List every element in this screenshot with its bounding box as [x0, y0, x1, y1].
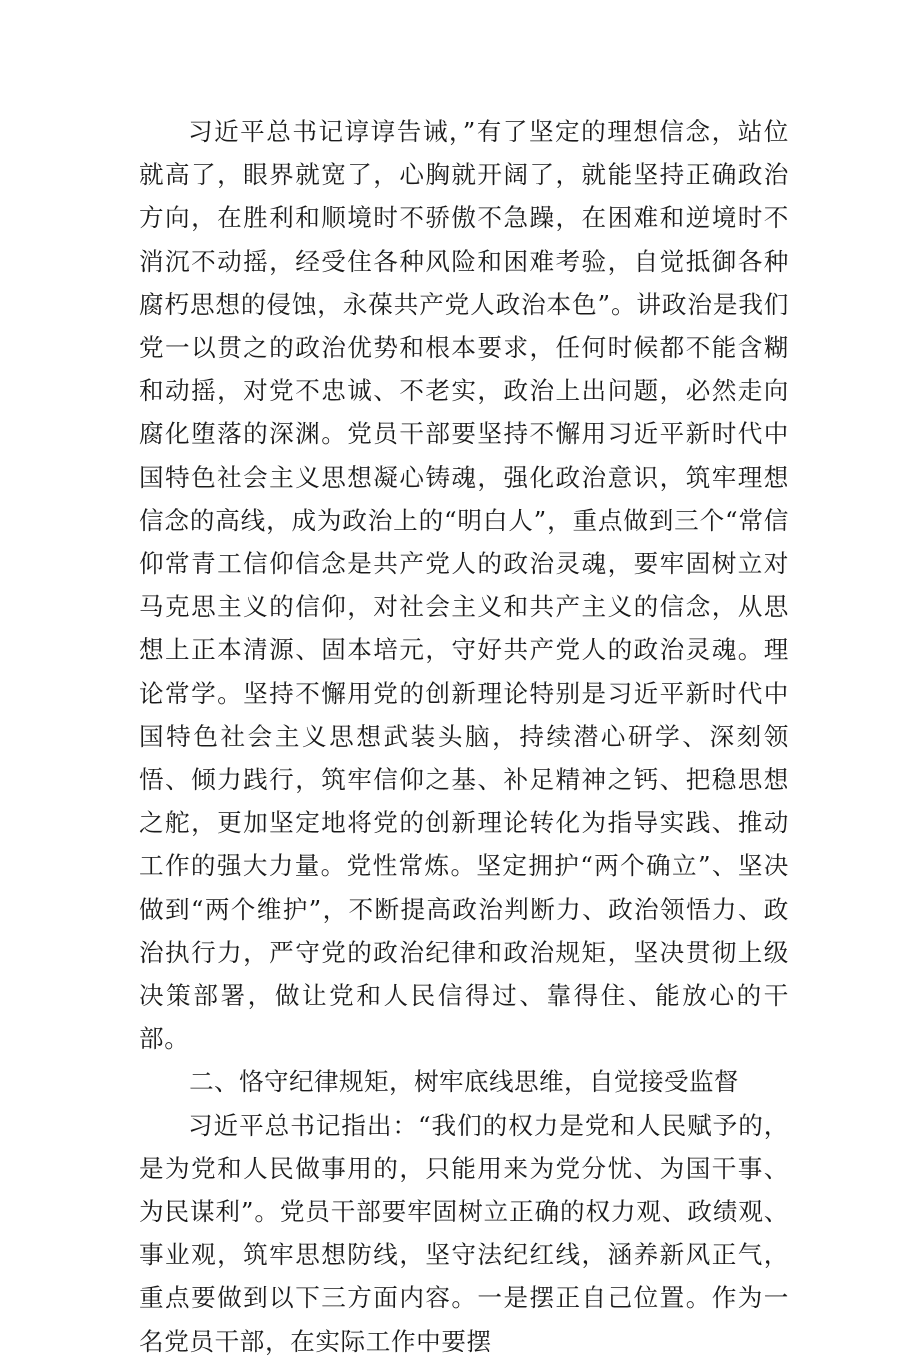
section-heading: 二、恪守纪律规矩，树牢底线思维，自觉接受监督: [189, 1067, 739, 1097]
document-body: [139, 110, 789, 1363]
body-paragraph-2: 习近平总书记指出：“我们的权力是党和人民赋予的，是为党和人民做事用的，只能用来为党分忧、为国干事、为民谋利”。党员干部要牢固树立正确的权力观、政绩观、事业观，筑牢思想防线，坚守法纪红线，涵养新风正气，重点要做到以下三方面内容。一是摆正自己位置。作为一名党员干部，在实际工作中要摆: [139, 1110, 789, 1356]
body-paragraph-1: 习近平总书记谆谆告诫，”有了坚定的理想信念，站位就高了，眼界就宽了，心胸就开阔了，就能坚持正确政治方向，在胜利和顺境时不骄傲不急躁，在困难和逆境时不消沉不动摇，经受住各种风险和困难考验，自觉抵御各种腐朽思想的侵蚀，永葆共产党人政治本色”。讲政治是我们党一以贯之的政治优势和根本要求，任何时候都不能含糊和动摇，对党不忠诚、不老实，政治上出问题，必然走向腐化堕落的深渊。党员干部要坚持不懈用习近平新时代中国特色社会主义思想凝心铸魂，强化政治意识，筑牢理想信念的高线，成为政治上的“明白人”，重点做到三个“常信仰常青工信仰信念是共产党人的政治灵魂，要牢固树立对马克思主义的信仰，对社会主义和共产主义的信念，从思想上正本清源、固本培元，守好共产党人的政治灵魂。理论常学。坚持不懈用党的创新理论特别是习近平新时代中国特色社会主义思想武装头脑，持续潜心研学、深刻领悟、倾力践行，筑牢信仰之基、补足精神之钙、把稳思想之舵，更加坚定地将党的创新理论转化为指导实践、推动工作的强大力量。党性常炼。坚定拥护“两个确立”、坚决做到“两个维护”，不断提高政治判断力、政治领悟力、政治执行力，严守党的政治纪律和政治规矩，坚决贯彻上级决策部署，做让党和人民信得过、靠得住、能放心的干部。: [139, 117, 789, 1054]
